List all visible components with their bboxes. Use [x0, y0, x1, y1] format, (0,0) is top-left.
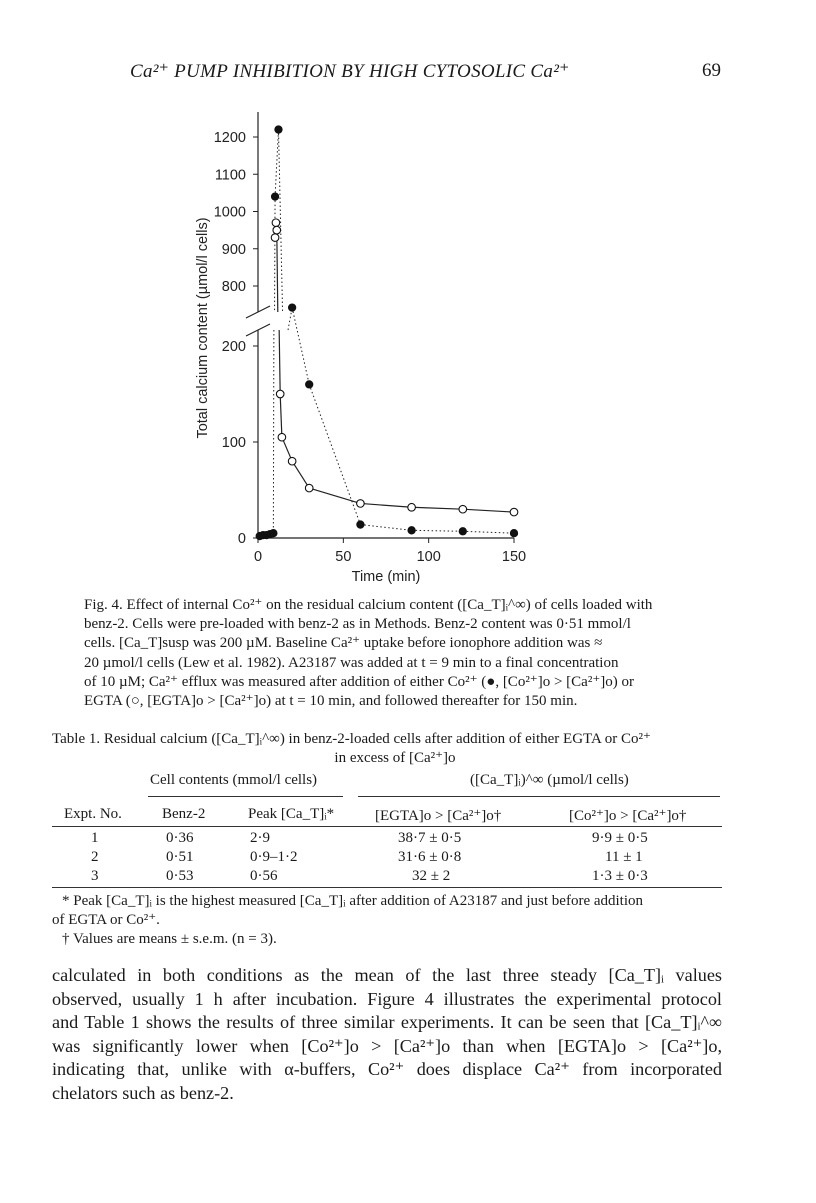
chart-axes	[246, 112, 514, 538]
table-footnote: of EGTA or Co²⁺.	[52, 912, 160, 928]
chart-points	[256, 126, 518, 540]
co-data-point	[270, 530, 277, 537]
co-series-line	[292, 308, 309, 385]
egta-series-line	[277, 230, 278, 312]
y-tick-label: 0	[237, 531, 246, 547]
y-tick-label: 200	[221, 339, 246, 355]
col-header-co: [Co²⁺]o > [Ca²⁺]o†	[569, 808, 687, 824]
x-tick-label: 150	[501, 549, 527, 565]
x-tick-label: 100	[416, 549, 441, 565]
table-cell: 0·56	[250, 868, 278, 884]
page-number: 69	[702, 60, 721, 81]
table-rule-right	[358, 796, 720, 797]
y-tick-label: 1000	[213, 204, 246, 221]
y-tick-label: 800	[221, 279, 246, 295]
table-footnote: † Values are means ± s.e.m. (n = 3).	[62, 931, 277, 947]
egta-data-point	[278, 433, 286, 441]
x-axis-label: Time (min)	[351, 569, 421, 585]
body-line: was significantly lower when [Co²⁺]o > [Ca²⁺]o than when [EGTA]o > [Ca²⁺]o,	[52, 1035, 722, 1056]
col-header-egta: [EGTA]o > [Ca²⁺]o†	[375, 808, 502, 824]
co-data-point	[459, 528, 466, 535]
x-tick-label: 0	[253, 549, 263, 565]
caption-line: benz-2. Cells were pre-loaded with benz-2 as in Methods. Benz-2 content was 0·51 mmol/l	[84, 616, 631, 633]
table-title	[52, 730, 738, 768]
egta-data-point	[272, 219, 280, 227]
body-line: and Table 1 shows the results of three similar experiments. It can be seen that [Ca_T]ᵢ^∞	[52, 1012, 722, 1033]
y-axis-label: Total calcium content (µmol/l cells)	[195, 217, 211, 439]
table-cell: 32 ± 2	[412, 868, 451, 884]
egta-data-point	[459, 505, 467, 513]
table-rule-header	[52, 826, 722, 827]
running-title: Ca²⁺ PUMP INHIBITION BY HIGH CYTOSOLIC Ca²⁺	[130, 61, 570, 82]
egta-data-point	[288, 457, 296, 465]
x-tick-label: 50	[335, 549, 352, 565]
table-rule-bottom	[52, 887, 722, 888]
co-series-line	[463, 531, 514, 533]
table-cell: 38·7 ± 0·5	[398, 830, 462, 846]
egta-data-point	[357, 500, 365, 508]
chart-series-lines	[260, 130, 514, 537]
egta-series-line	[309, 488, 360, 503]
co-series-line	[275, 130, 278, 197]
table-rule-left	[148, 796, 343, 797]
co-data-point	[357, 521, 364, 528]
egta-data-point	[305, 484, 313, 492]
table-cell: 1·3 ± 0·3	[592, 868, 648, 884]
co-series-line	[275, 197, 276, 312]
col-header-benz: Benz-2	[162, 806, 206, 822]
table-group-header-left: Cell contents (mmol/l cells)	[150, 772, 318, 788]
caption-line: of 10 µM; Ca²⁺ efflux was measured after addition of either Co²⁺ (●, [Co²⁺]o > [Ca²⁺]o) or	[84, 673, 634, 690]
body-line: calculated in both conditions as the mean of the last three steady [Ca_T]ᵢ values	[52, 965, 722, 985]
co-data-point	[289, 304, 296, 311]
running-head	[0, 60, 816, 88]
table-cell: 0·36	[166, 830, 194, 846]
caption-line: 20 µmol/l cells (Lew et al. 1982). A23187 was added at t = 9 min to a final concentration	[84, 654, 619, 671]
egta-data-point	[273, 226, 281, 234]
table-cell: 1	[91, 830, 99, 846]
co-series-line	[412, 530, 463, 531]
chart-ticks	[214, 130, 526, 565]
body-line: indicating that, unlike with α-buffers, Co²⁺ does displace Ca²⁺ from incorporated	[52, 1059, 722, 1080]
table-cell: 31·6 ± 0·8	[398, 849, 462, 865]
table-cell: 9·9 ± 0·5	[592, 830, 648, 846]
y-tick-label: 900	[221, 241, 246, 258]
table-cell: 0·51	[166, 849, 194, 865]
co-data-point	[408, 527, 415, 534]
table-title-line-2: in excess of [Ca²⁺]o	[334, 750, 456, 766]
co-series-line	[273, 330, 274, 533]
egta-data-point	[408, 503, 416, 511]
figure-4-chart	[0, 100, 816, 590]
egta-data-point	[271, 234, 279, 242]
egta-series-line	[280, 394, 282, 437]
egta-series-line	[360, 503, 411, 507]
y-tick-label: 1100	[214, 167, 246, 184]
table-footnote: * Peak [Ca_T]ᵢ is the highest measured [Ca_T]ᵢ after addition of A23187 and just before addition	[62, 893, 644, 909]
caption-line: cells. [Ca_T]susp was 200 µM. Baseline Ca²⁺ uptake before ionophore addition was ≈	[84, 635, 603, 652]
y-tick-label: 1200	[213, 130, 246, 146]
table-cell: 11 ± 1	[605, 849, 643, 865]
table-title-line-1: Table 1. Residual calcium ([Ca_T]ᵢ^∞) in benz-2-loaded cells after addition of either EGTA or Co²⁺	[52, 731, 651, 747]
figure-caption	[84, 596, 720, 711]
egta-series-line	[279, 330, 280, 394]
co-data-point	[510, 530, 517, 537]
egta-series-line	[292, 461, 309, 488]
body-paragraph	[52, 964, 722, 1106]
y-tick-label: 100	[221, 435, 246, 451]
body-line: chelators such as benz-2.	[52, 1082, 234, 1103]
table-cell: 3	[91, 868, 99, 884]
col-header-peak: Peak [Ca_T]ᵢ*	[248, 806, 335, 822]
table-cell: 0·53	[166, 868, 194, 884]
table-cell: 0·9–1·2	[250, 849, 298, 865]
caption-line: EGTA (○, [EGTA]o > [Ca²⁺]o) at t = 10 min, and followed thereafter for 150 min.	[84, 693, 578, 710]
egta-data-point	[510, 508, 518, 516]
egta-data-point	[276, 390, 284, 398]
co-series-line	[360, 525, 411, 531]
body-line: observed, usually 1 h after incubation. Figure 4 illustrates the experimental protocol	[52, 988, 722, 1009]
co-data-point	[275, 126, 282, 133]
egta-series-line	[412, 507, 463, 509]
col-header-expt: Expt. No.	[64, 806, 122, 822]
table-cell: 2·9	[250, 830, 270, 846]
co-data-point	[306, 381, 313, 388]
co-data-point	[271, 193, 278, 200]
caption-line: Fig. 4. Effect of internal Co²⁺ on the residual calcium content ([Ca_T]ᵢ^∞) of cells loaded with	[84, 597, 653, 613]
egta-series-line	[463, 509, 514, 512]
table-group-header-right: ([Ca_T]ᵢ)^∞ (µmol/l cells)	[470, 772, 629, 788]
table-cell: 2	[91, 849, 99, 865]
co-series-line	[309, 384, 360, 524]
